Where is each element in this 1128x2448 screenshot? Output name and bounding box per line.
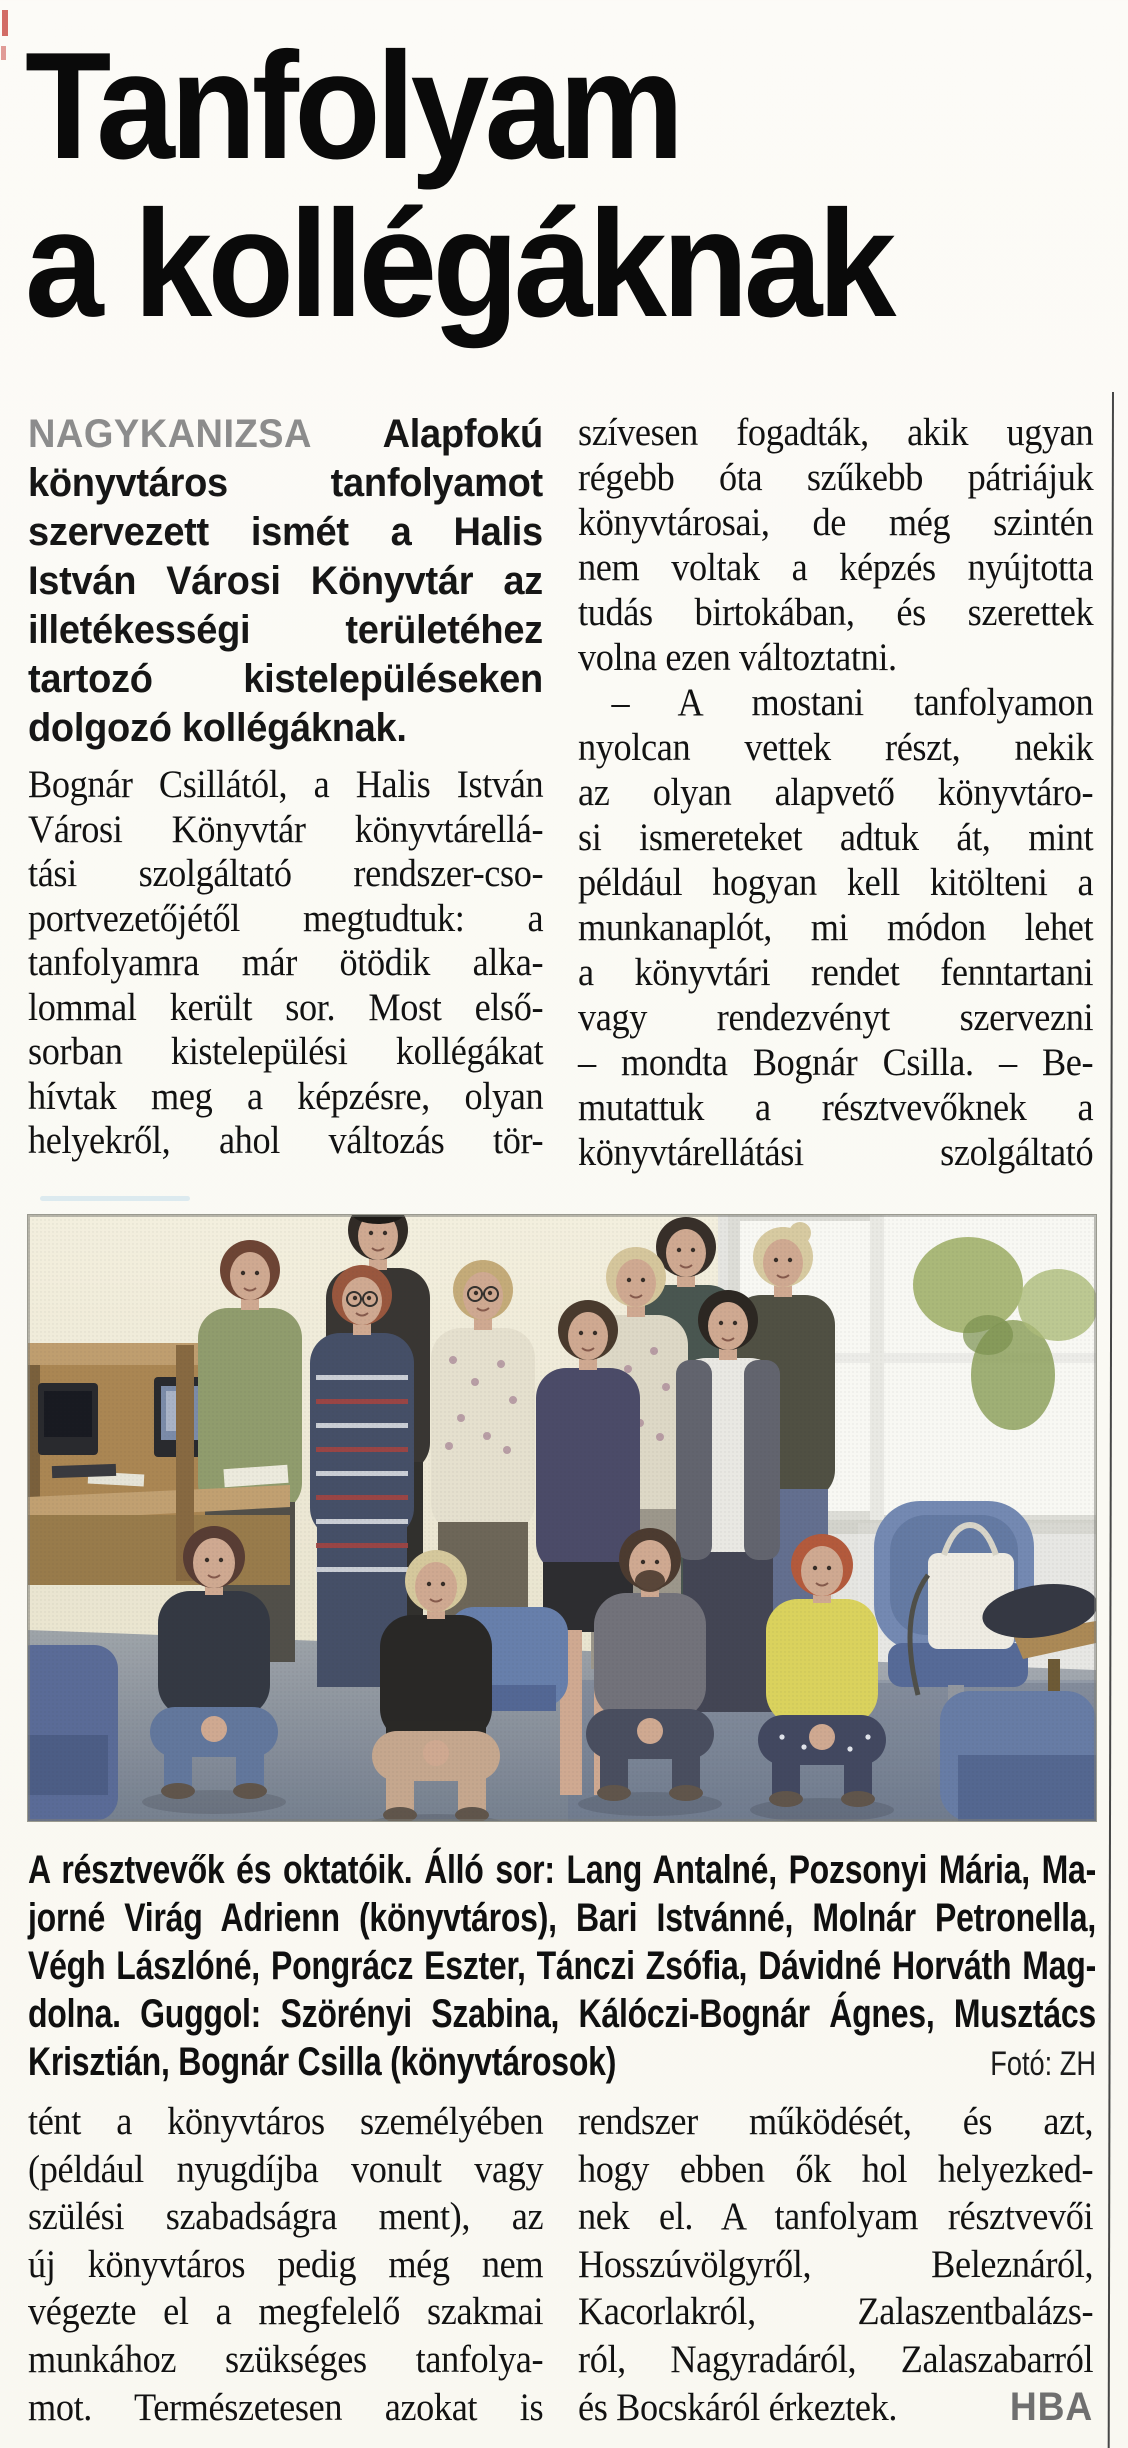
text-line: – mondta Bognár Csilla. – Be- [578, 1041, 1094, 1084]
text-line: hívtak meg a képzésre, olyan [28, 1074, 544, 1118]
text-line: új könyvtáros pedig még nem [28, 2242, 544, 2286]
text-line: szívesen fogadták, akik ugyan [578, 411, 1094, 454]
text-line: dolna. Guggol: Szörényi Szabina, Kálóczi-Bognár Ágnes, Musztács [28, 1992, 1096, 2036]
dateline: NAGYKANIZSA [28, 412, 312, 456]
text-line: (például nyugdíjba vonult vagy [28, 2147, 544, 2191]
text-line [578, 2384, 1093, 2432]
text-line: tanfolyamra már ötödik alka- [28, 941, 544, 984]
text-line: nem voltak a képzés nyújtotta [578, 546, 1094, 589]
text-line: ról, Nagyradáról, Zalaszabarról [578, 2337, 1094, 2381]
text-line: István Városi Könyvtár az [28, 559, 543, 603]
body-text-col4 [578, 2098, 1093, 2431]
lead-paragraph [28, 410, 543, 753]
credit: Fotó: ZH [990, 2045, 1096, 2083]
text-line [28, 410, 543, 459]
text-line: jorné Virág Adrienn (könyvtáros), Bari Istvánné, Molnár Petronella, [28, 1896, 1096, 1940]
body-text-col3 [28, 2098, 543, 2431]
text-line: hogy ebben ők hol helyezked- [578, 2147, 1094, 2191]
text-line: rendszer működését, és azt, [578, 2100, 1094, 2143]
column-bottom-left [28, 2098, 582, 2431]
body-text-col2 [578, 410, 1093, 1175]
scan-registration-mark [2, 10, 8, 36]
text-line: régebb óta szűkebb pátriájuk [578, 456, 1094, 499]
text-line: munkanaplót, mi módon lehet [578, 906, 1094, 949]
text-line: portvezetőjétől megtudtuk: a [28, 896, 544, 940]
text-line: nek el. A tanfolyam résztvevői [578, 2195, 1094, 2239]
text-segment: és Bocskáról érkeztek. [578, 2385, 898, 2429]
text-line: mot. Természetesen azokat is [28, 2385, 544, 2429]
text-line: A résztvevők és oktatóik. Álló sor: Lang Antalné, Pozsonyi Mária, Ma- [28, 1848, 1096, 1892]
text-line: dolgozó kollégáknak. [28, 706, 407, 750]
photo-caption [28, 1846, 1096, 2088]
body-text-col1 [28, 763, 543, 1164]
text-line [28, 2038, 1096, 2088]
text-line: Hosszúvölgyről, Beleznáról, [578, 2242, 1094, 2286]
text-line: vagy rendezvényt szervezni [578, 996, 1094, 1039]
text-line: tudás birtokában, és szerettek [578, 591, 1094, 634]
text-line: tási szolgáltató rendszer-cso- [28, 852, 544, 895]
group-photo [28, 1215, 1096, 1821]
article-title [25, 21, 957, 349]
text-line: az olyan alapvető könyvtáro- [578, 771, 1094, 814]
text-line: tént a könyvtáros személyében [28, 2100, 544, 2143]
scan-registration-mark [1, 46, 6, 60]
text-line: szülési szabadságra ment), az [28, 2195, 544, 2239]
text-line: volna ezen változtatni. [578, 636, 897, 679]
text-line: helyekről, ahol változás tör- [28, 1119, 544, 1162]
text-line: illetékességi területéhez [28, 608, 543, 652]
text-line: könyvtárellátási szolgáltató [578, 1131, 1094, 1174]
text-line: lommal került sor. Most első- [28, 985, 544, 1029]
text-line: könyvtárosai, de még szintén [578, 501, 1094, 544]
text-line: si ismereteket adtuk át, mint [578, 816, 1094, 859]
text-line: könyvtáros tanfolyamot [28, 461, 543, 505]
article-title-line1: Tanfolyam [25, 21, 680, 191]
text-line: nyolcan vettek részt, nekik [578, 726, 1094, 769]
group-photo-illustration [28, 1215, 1096, 1821]
text-line: Végh Lászlóné, Pongrácz Eszter, Tánczi Zsófia, Dávidné Horváth Mag- [28, 1944, 1096, 1988]
text-line: a könyvtári rendet fenntartani [578, 951, 1094, 994]
text-line: Városi Könyvtár könyvtárellá- [28, 807, 544, 851]
column-bottom-right [578, 2098, 1128, 2431]
text-line: sorban kistelepülési kollégákat [28, 1030, 544, 1073]
article-title-line2: a kollégáknak [25, 179, 892, 349]
text-line: tartozó kistelepüléseken [28, 657, 543, 701]
text-line: – A mostani tanfolyamon [611, 681, 1094, 724]
text-line: Bognár Csillától, a Halis István [28, 763, 544, 806]
text-line: Kacorlakról, Zalaszentbalázs- [578, 2290, 1094, 2334]
text-line: mutattuk a résztvevőknek a [578, 1086, 1094, 1129]
text-segment: Krisztián, Bognár Csilla (könyvtárosok) [28, 2040, 617, 2084]
text-line: munkához szükséges tanfolya- [28, 2337, 544, 2381]
text-line: szervezett ismét a Halis [28, 510, 543, 554]
text-segment: Alapfokú [382, 412, 543, 456]
column-top-left [28, 410, 582, 1164]
byline: HBA [1009, 2384, 1094, 2429]
text-line: végezte el a megfelelő szakmai [28, 2290, 544, 2334]
text-line: például hogyan kell kitölteni a [578, 861, 1094, 904]
column-top-right [578, 410, 1128, 1175]
group-photo-svg [28, 1215, 1096, 1821]
scan-smudge [40, 1196, 190, 1201]
